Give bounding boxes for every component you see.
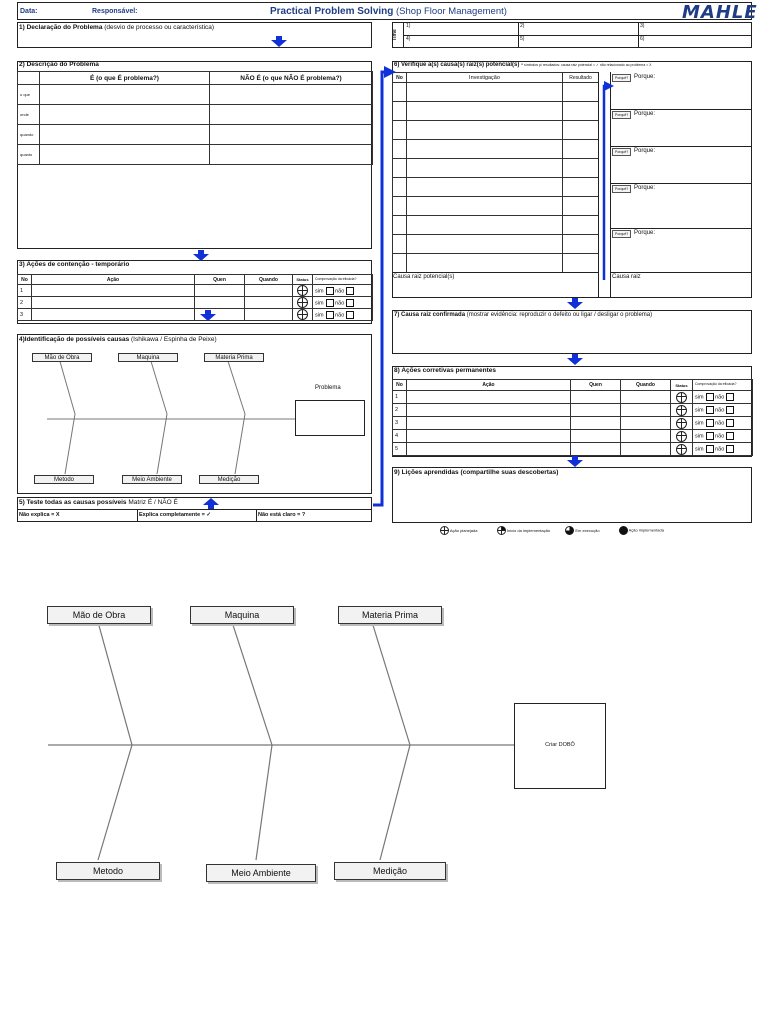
why-tag: Porquê? <box>612 185 631 193</box>
row-where: onde <box>18 105 40 125</box>
why-tag: Porquê? <box>612 111 631 119</box>
s3-row-num: 1 <box>18 285 32 297</box>
cause-environment: Meio Ambiente <box>122 475 182 484</box>
corrective-row: 2 sim não <box>393 404 753 417</box>
s4-title: 4)Identificação de possíveis causas (Ishikawa / Espinha de Peixe) <box>19 336 217 343</box>
col-is: É (o que É problema?) <box>40 72 210 85</box>
corrective-row-num: 2 <box>393 404 407 417</box>
corrective-row: 4 sim não <box>393 430 753 443</box>
form-title: Practical Problem Solving (Shop Floor Management) <box>270 6 507 17</box>
col-isnot: NÃO É (o que NÃO É problema?) <box>210 72 373 85</box>
row-when: quando <box>18 125 40 145</box>
big-cause-environment: Meio Ambiente <box>206 864 316 882</box>
corrective-row: 5 sim não <box>393 443 753 456</box>
team-slot-1[interactable]: 1) <box>406 23 411 29</box>
why-answer[interactable]: Porque: <box>634 185 656 191</box>
potential-root-cause-label: Causa raiz potencial(s) <box>393 274 455 280</box>
root-cause-label: Causa raiz <box>612 274 641 280</box>
team-slot-2[interactable]: 2) <box>520 23 525 29</box>
mahle-logo: MAHLE <box>682 2 758 23</box>
s2-title: 2) Descrição do Problema <box>19 61 99 68</box>
team-label: Time <box>392 22 404 48</box>
corrective-row: 1 sim não <box>393 391 753 404</box>
why-answer[interactable]: Porque: <box>634 148 656 154</box>
s6-title: 6) Verifique a(s) causa(s) raiz(s) potencial(s) - símbolos p/ resultados: causa raiz potencial = ✓ não relacionado ao problema = X <box>394 62 652 68</box>
corrective-row-num: 1 <box>393 391 407 404</box>
big-cause-measurement: Medição <box>334 862 446 880</box>
big-cause-method: Metodo <box>56 862 160 880</box>
cause-machine: Maquina <box>118 353 178 362</box>
corrective-row: 3 sim não <box>393 417 753 430</box>
problem-label: Problema <box>315 385 341 391</box>
s9-title: 9) Lições aprendidas (compartilhe suas descobertas) <box>394 469 559 476</box>
big-effect-box[interactable] <box>514 703 606 789</box>
why-answer[interactable]: Porque: <box>634 111 656 117</box>
s3-row-num: 3 <box>18 309 32 321</box>
corrective-row-num: 4 <box>393 430 407 443</box>
why-tag: Porquê? <box>612 74 631 82</box>
why-tag: Porquê? <box>612 230 631 238</box>
legend-not-explain: Não explica = X <box>19 512 60 518</box>
s1-title: 1) Declaração do Problema (desvio de processo ou característica) <box>19 24 215 31</box>
legend-unclear: Não está claro = ? <box>258 512 306 518</box>
team-slot-3[interactable]: 3) <box>640 23 645 29</box>
corrective-row-num: 3 <box>393 417 407 430</box>
date-label: Data: <box>20 8 38 15</box>
corrective-table: No Ação Quen Quando Status Comprovação da eficácia? 1 sim não 2 sim não 3 sim não 4 sim não 5 sim não <box>392 379 753 456</box>
team-slot-6[interactable]: 6) <box>640 36 645 42</box>
big-effect-label: Criar DOBÔ <box>545 742 575 748</box>
row-how-much: quanto <box>18 145 40 165</box>
row-what: o que <box>18 85 40 105</box>
cause-manpower: Mão de Obra <box>32 353 92 362</box>
s8-title: 8) Ações corretivas permanentes <box>394 367 497 374</box>
containment-table: No Ação Quen Quando Status Comprovação da eficácia? 1 sim não 2 sim não 3 sim não <box>17 274 373 321</box>
big-cause-material: Materia Prima <box>338 606 442 624</box>
big-cause-machine: Maquina <box>190 606 294 624</box>
status-legend: Ação planejada Início da implementação Em execução Ação implementada <box>440 526 740 536</box>
legend-explains: Explica completamente = ✓ <box>139 512 212 518</box>
corrective-row-num: 5 <box>393 443 407 456</box>
big-cause-manpower: Mão de Obra <box>47 606 151 624</box>
responsible-label: Responsável: <box>92 8 138 15</box>
s5-title: 5) Teste todas as causas possíveis Matriz É / NÃO É <box>19 499 178 506</box>
s7-title: 7) Causa raiz confirmada (mostrar evidência: reproduzir o defeito ou ligar / desligar o problema) <box>394 312 653 318</box>
cause-method: Metodo <box>34 475 94 484</box>
team-slot-4[interactable]: 4) <box>406 36 411 42</box>
why-tag: Porquê? <box>612 148 631 156</box>
team-slot-5[interactable]: 5) <box>520 36 525 42</box>
investigation-table: No Investigação Resultado <box>392 72 599 273</box>
why-answer[interactable]: Porque: <box>634 74 656 80</box>
cause-material: Materia Prima <box>204 353 264 362</box>
cause-measurement: Medição <box>199 475 259 484</box>
why-answer[interactable]: Porque: <box>634 230 656 236</box>
s3-title: 3) Ações de contenção - temporário <box>19 261 130 268</box>
s3-row-num: 2 <box>18 297 32 309</box>
